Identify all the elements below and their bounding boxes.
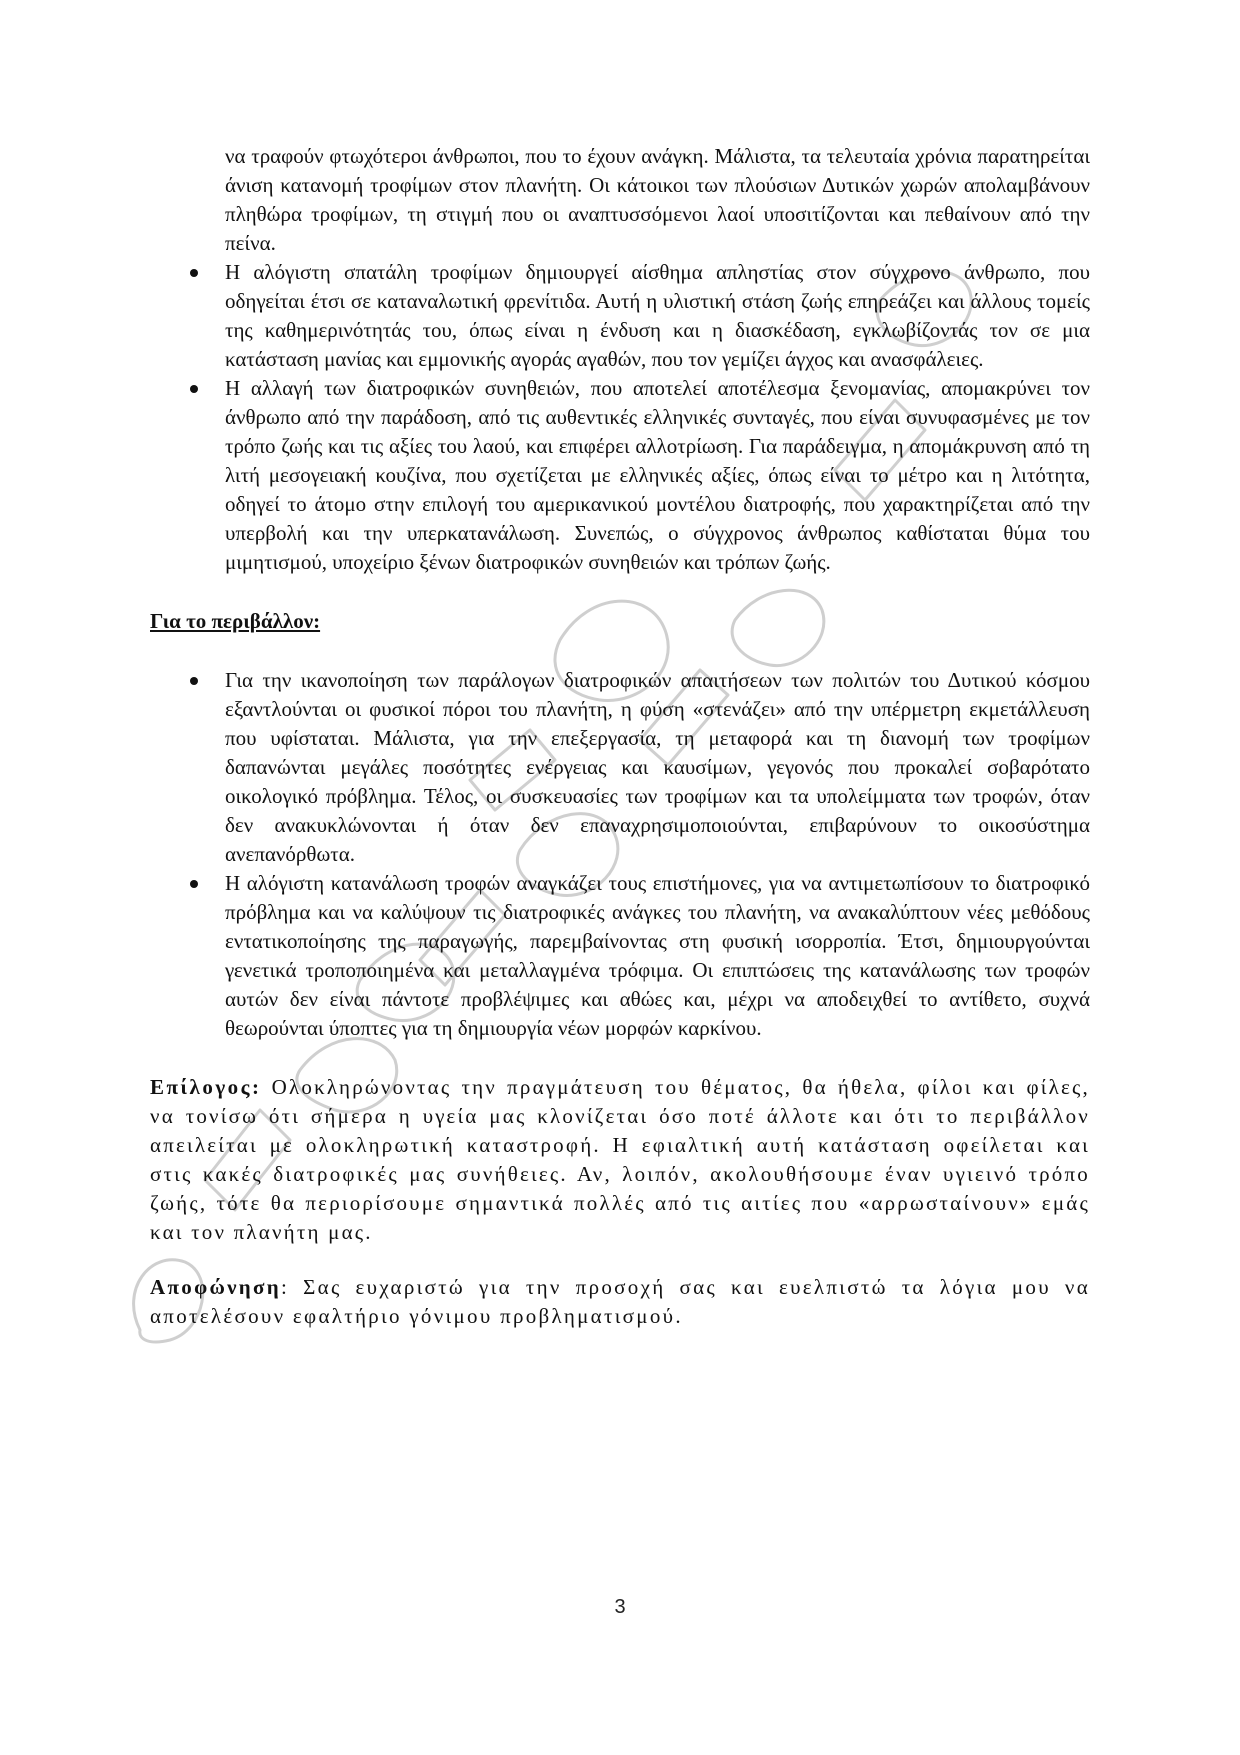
bullet-icon	[190, 385, 198, 393]
page-content	[150, 142, 1090, 1352]
list-item	[150, 374, 1090, 577]
list-item	[150, 258, 1090, 374]
epilogue-paragraph	[150, 1073, 1090, 1247]
farewell-text: : Σας ευχαριστώ για την προσοχή σας και ευελπιστώ τα λόγια μου να αποτελέσουν εφαλτήριο γόνιμου προβληματισμού.	[150, 1275, 1090, 1328]
list-item	[150, 666, 1090, 869]
list-item	[150, 869, 1090, 1043]
society-bullet-list	[150, 258, 1090, 577]
epilogue-label: Επίλογος:	[150, 1075, 262, 1099]
farewell-paragraph	[150, 1273, 1090, 1331]
section-heading-environment: Για το περιβάλλον:	[150, 609, 321, 633]
epilogue-text: Ολοκληρώνοντας την πραγμάτευση του θέματος, θα ήθελα, φίλοι και φίλες, να τονίσω ότι σήμερα η υγεία μας κλονίζεται όσο ποτέ άλλοτε και ότι το περιβάλλον απειλείται με ολοκληρωτική καταστροφή. Η εφιαλτική αυτή κατάσταση οφείλεται και στις κακές διατροφικές μας συνήθειες. Αν, λοιπόν, ακολουθήσουμε έναν υγιεινό τρόπο ζωής, τότε θα περιορίσουμε σημαντικά πολλές από τις αιτίες που «αρρωσταίνουν» εμάς και τον πλανήτη μας.	[150, 1075, 1090, 1244]
list-item-text: Η αλόγιστη σπατάλη τροφίμων δημιουργεί αίσθημα απληστίας στον σύγχρονο άνθρωπο, που οδηγείται έτσι σε καταναλωτική φρενίτιδα. Αυτή η υλιστική στάση ζωής επηρεάζει και άλλους τομείς της καθημερινότητάς του, όπως είναι η ένδυση και η διασκέδαση, εγκλωβίζοντάς τον σε μια κατάσταση μανίας και εμμονικής αγοράς αγαθών, που τον γεμίζει άγχος και ανασφάλειες.	[225, 260, 1090, 371]
bullet-icon	[190, 269, 198, 277]
bullet-icon	[190, 677, 198, 685]
list-item-text: Για την ικανοποίηση των παράλογων διατροφικών απαιτήσεων των πολιτών του Δυτικού κόσμου εξαντλούνται οι φυσικοί πόροι του πλανήτη, η φύση «στενάζει» από την υπέρμετρη εκμετάλλευση που υφίσταται. Μάλιστα, για την επεξεργασία, τη μεταφορά και τη διανομή των τροφίμων δαπανώνται μεγάλες ποσότητες ενέργειας και καυσίμων, γεγονός που προκαλεί σοβαρότατο οικολογικό πρόβλημα. Τέλος, οι συσκευασίες των τροφίμων και τα υπολείμματα των τροφών, όταν δεν ανακυκλώνονται ή όταν δεν επαναχρησιμοποιούνται, επιβαρύνουν το οικοσύστημα ανεπανόρθωτα.	[225, 668, 1090, 866]
list-item-text: Η αλλαγή των διατροφικών συνηθειών, που αποτελεί αποτέλεσμα ξενομανίας, απομακρύνει τον άνθρωπο από την παράδοση, από τις αυθεντικές ελληνικές συνταγές, που είναι συνυφασμένες με τον τρόπο ζωής και τις αξίες του λαού, και επιφέρει αλλοτρίωση. Για παράδειγμα, η απομάκρυνση από τη λιτή μεσογειακή κουζίνα, που σχετίζεται με ελληνικές αξίες, όπως είναι το μέτρο και η λιτότητα, οδηγεί το άτομο στην επιλογή του αμερικανικού μοντέλου διατροφής, που χαρακτηρίζεται από την υπερβολή και την υπερκατανάλωση. Συνεπώς, ο σύγχρονος άνθρωπος καθίσταται θύμα του μιμητισμού, υποχείριο ξένων διατροφικών συνηθειών και τρόπων ζωής.	[225, 376, 1090, 574]
page-number: 3	[614, 1596, 626, 1618]
list-item-text: Η αλόγιστη κατανάλωση τροφών αναγκάζει τους επιστήμονες, για να αντιμετωπίσουν το διατροφικό πρόβλημα και να καλύψουν τις διατροφικές ανάγκες του πλανήτη, να ανακαλύπτουν νέες μεθόδους εντατικοποίησης της παραγωγής, παρεμβαίνοντας στη φυσική ισορροπία. Έτσι, δημιουργούνται γενετικά τροποποιημένα και μεταλλαγμένα τρόφιμα. Οι επιπτώσεις της κατανάλωσης των τροφών αυτών δεν είναι πάντοτε προβλέψιμες και αθώες και, μέχρι να αποδειχθεί το αντίθετο, συχνά θεωρούνται ύποπτες για τη δημιουργία νέων μορφών καρκίνου.	[225, 871, 1090, 1040]
farewell-label: Αποφώνηση	[150, 1275, 281, 1299]
environment-bullet-list	[150, 666, 1090, 1043]
intro-continuation-paragraph: να τραφούν φτωχότεροι άνθρωποι, που το έχουν ανάγκη. Μάλιστα, τα τελευταία χρόνια παρατηρείται άνιση κατανομή τροφίμων στον πλανήτη. Οι κάτοικοι των πλούσιων Δυτικών χωρών απολαμβάνουν πληθώρα τροφίμων, τη στιγμή που οι αναπτυσσόμενοι λαοί υποσιτίζονται και πεθαίνουν από την πείνα.	[225, 144, 1090, 255]
bullet-icon	[190, 880, 198, 888]
